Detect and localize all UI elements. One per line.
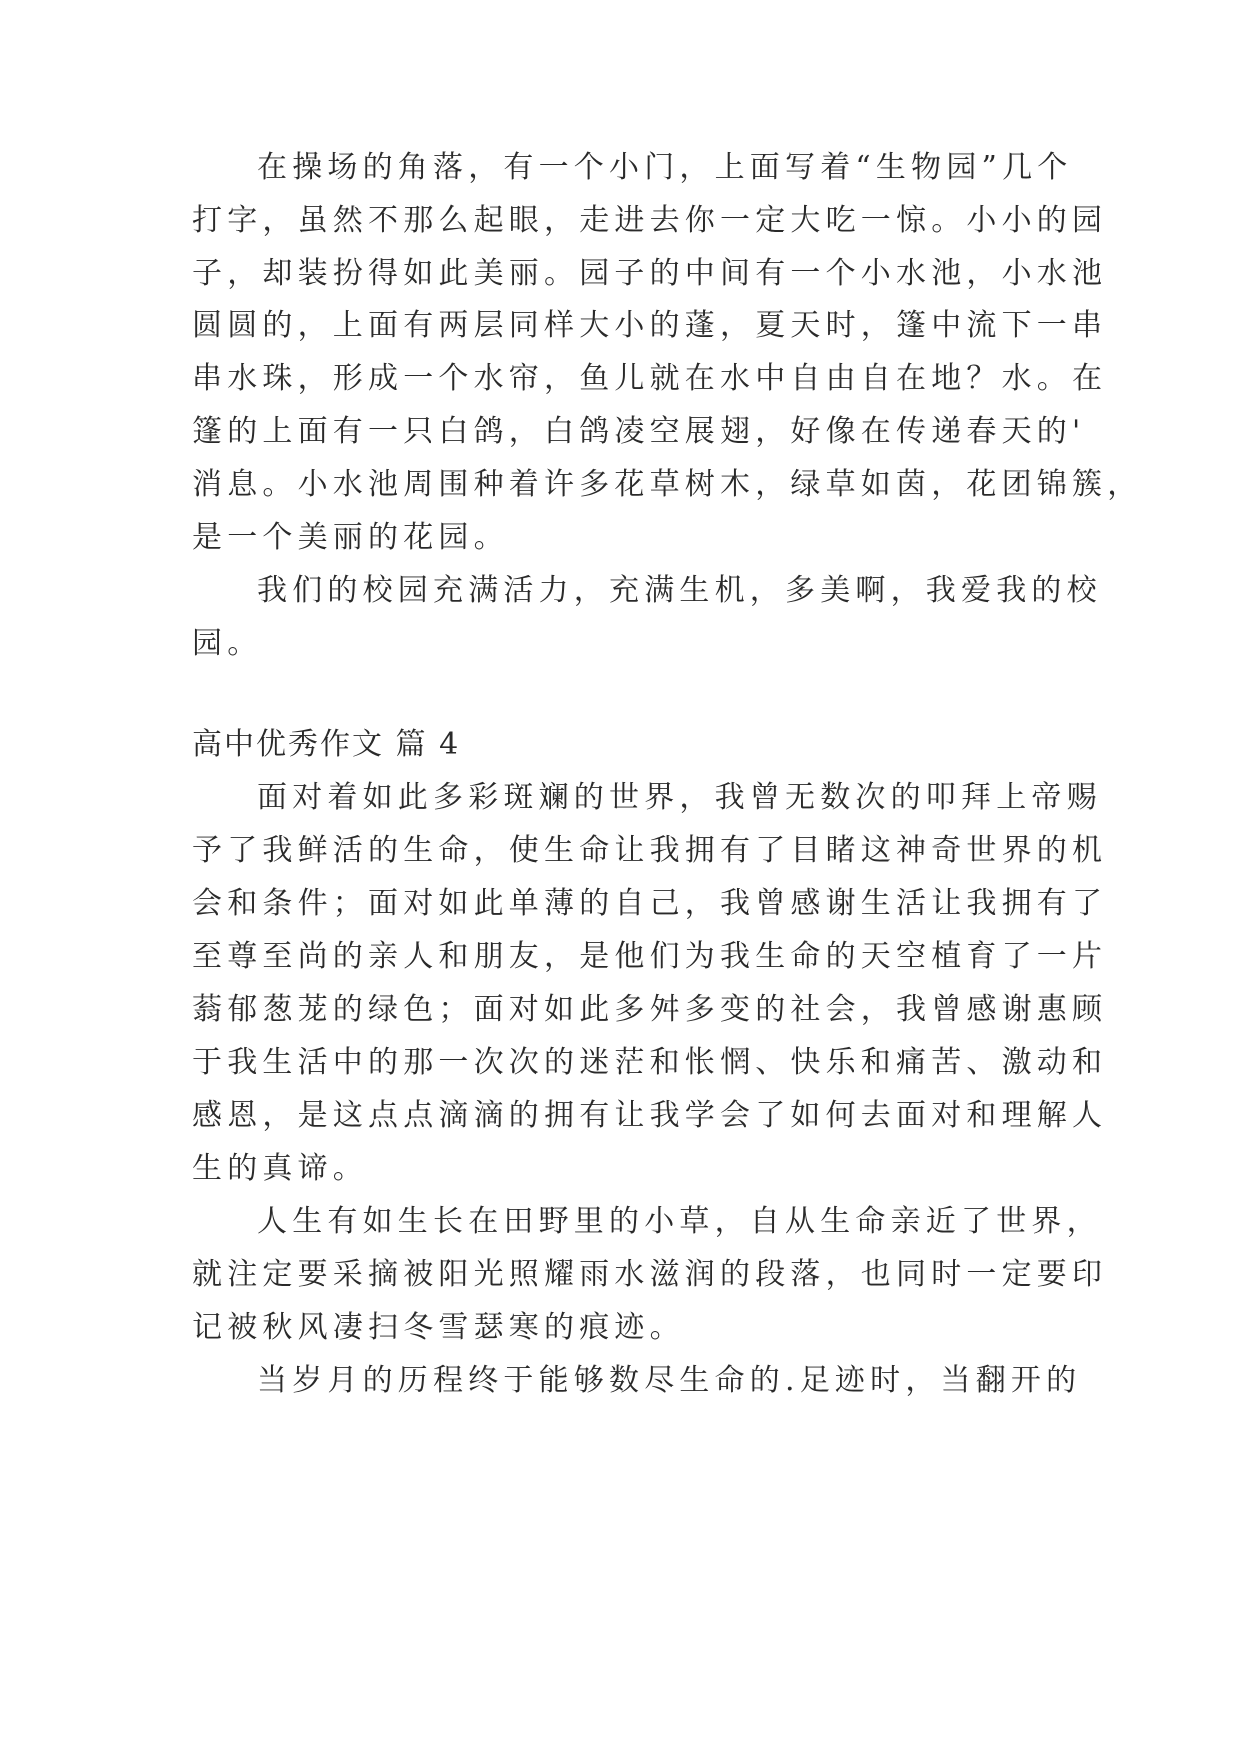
paragraph-line: 在操场的角落，有一个小门，上面写着“生物园”几个 (257, 150, 1073, 185)
paragraph-line: 予了我鲜活的生命，使生命让我拥有了目睹这神奇世界的机 (192, 833, 1108, 868)
paragraph-line: 至尊至尚的亲人和朋友，是他们为我生命的天空植育了一片 (192, 939, 1108, 974)
paragraph-line: 人生有如生长在田野里的小草，自从生命亲近了世界， (257, 1204, 1102, 1239)
paragraph-line: 生的真谛。 (192, 1151, 368, 1186)
paragraph-line: 是一个美丽的花园。 (192, 520, 509, 555)
paragraph-line: 会和条件；面对如此单薄的自己，我曾感谢生活让我拥有了 (192, 886, 1108, 921)
paragraph-line: 串水珠，形成一个水帘，鱼儿就在水中自由自在地？水。在 (192, 361, 1108, 396)
paragraph-line: 感恩，是这点点滴滴的拥有让我学会了如何去面对和理解人 (192, 1098, 1108, 1133)
paragraph-line: 园。 (192, 626, 263, 661)
paragraph-line: 就注定要采摘被阳光照耀雨水滋润的段落，也同时一定要印 (192, 1257, 1108, 1292)
paragraph-line: 子，却装扮得如此美丽。园子的中间有一个小水池，小水池 (192, 256, 1108, 291)
paragraph-line: 消息。小水池周围种着许多花草树木，绿草如茵，花团锦簇， (192, 467, 1143, 502)
paragraph-line: 当岁月的历程终于能够数尽生命的.足迹时，当翻开的 (257, 1363, 1082, 1398)
paragraph-line: 记被秋风凄扫冬雪瑟寒的痕迹。 (192, 1310, 685, 1345)
paragraph-line: 面对着如此多彩斑斓的世界，我曾无数次的叩拜上帝赐 (257, 780, 1102, 815)
paragraph-line: 我们的校园充满活力，充满生机，多美啊，我爱我的校 (257, 573, 1102, 608)
paragraph-line: 篷的上面有一只白鸽，白鸽凌空展翅，好像在传递春天的' (192, 414, 1086, 449)
paragraph-line: 蓊郁葱茏的绿色；面对如此多舛多变的社会，我曾感谢惠顾 (192, 992, 1108, 1027)
paragraph-line: 于我生活中的那一次次的迷茫和怅惘、快乐和痛苦、激动和 (192, 1045, 1108, 1080)
paragraph-line: 圆圆的，上面有两层同样大小的蓬，夏天时，篷中流下一串 (192, 308, 1108, 343)
section-heading: 高中优秀作文 篇 4 (192, 727, 461, 762)
paragraph-line: 打字，虽然不那么起眼，走进去你一定大吃一惊。小小的园 (192, 203, 1108, 238)
